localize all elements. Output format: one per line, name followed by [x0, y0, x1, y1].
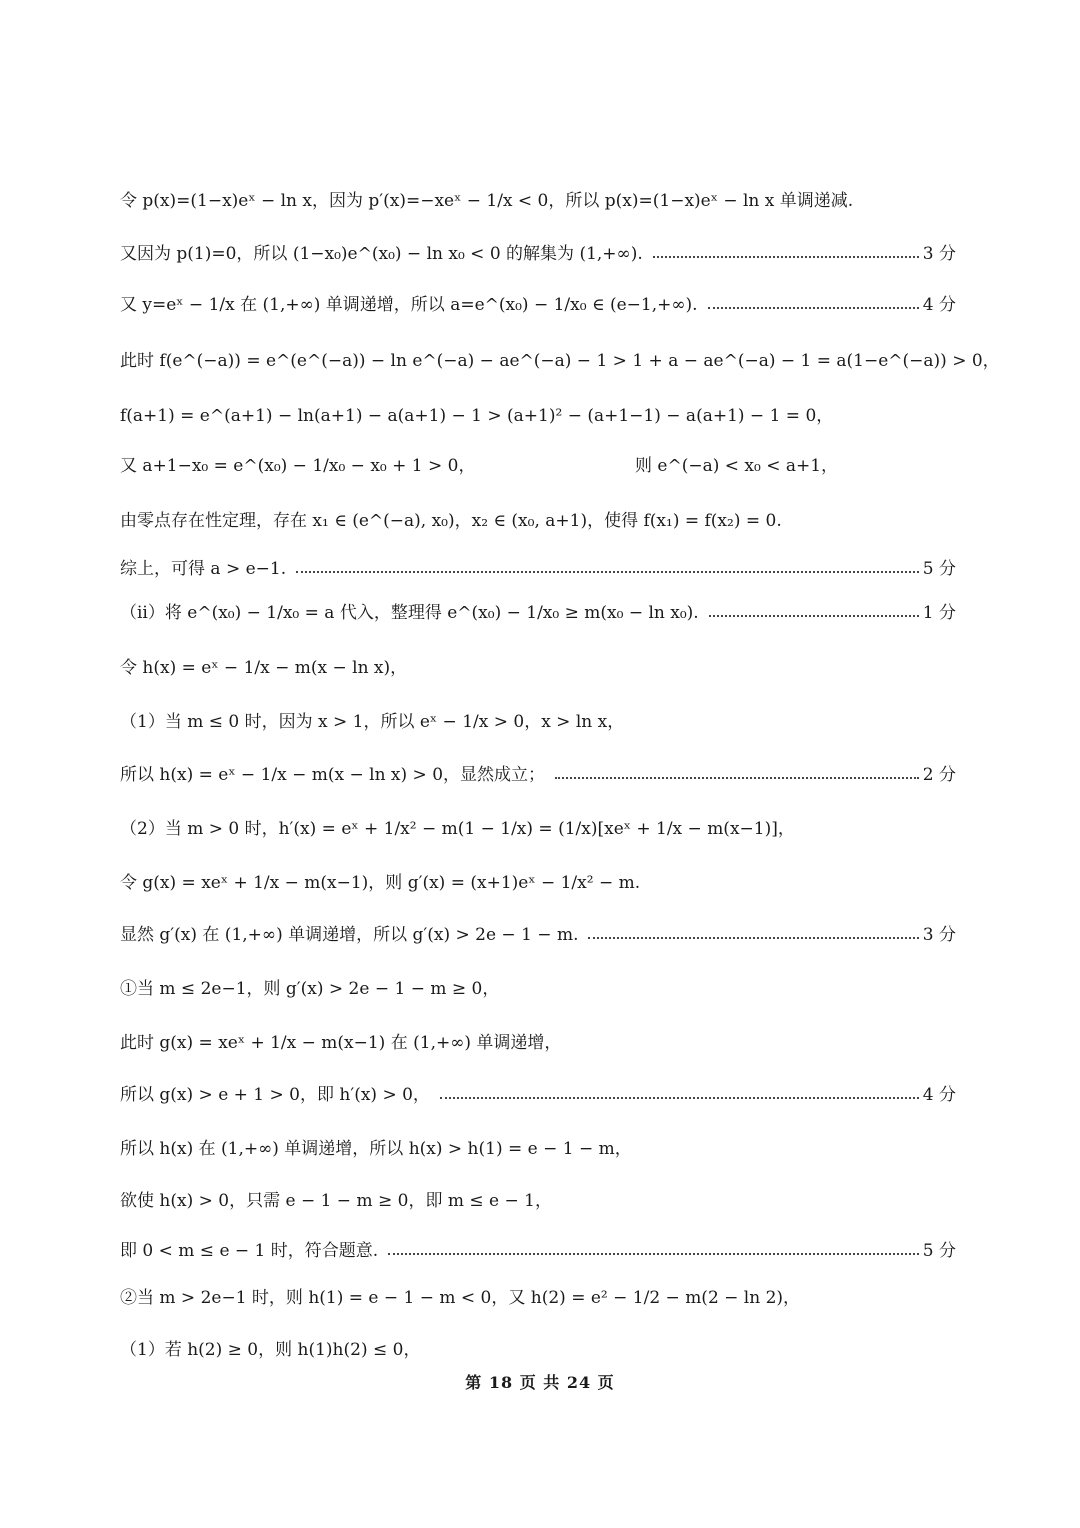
- line-text: 又 a+1−x₀ = e^(x₀) − 1/x₀ − x₀ + 1 > 0，: [120, 455, 476, 476]
- line-text: 此时 g(x) = xeˣ + 1/x − m(x−1) 在 (1,+∞) 单调递增，: [120, 1032, 562, 1053]
- line-text: 令 g(x) = xeˣ + 1/x − m(x−1)，则 g′(x) = (x+1)eˣ − 1/x² − m.: [120, 872, 641, 893]
- solution-line: [120, 1178, 956, 1218]
- line-text: 所以 h(x) = eˣ − 1/x − m(x − ln x) > 0，显然成立；: [120, 764, 546, 785]
- solution-line: [120, 806, 956, 846]
- solution-line: [120, 338, 1000, 378]
- solution-line: [120, 1327, 956, 1367]
- dot-leader: [653, 256, 919, 258]
- solution-line: [120, 1228, 956, 1268]
- line-text: ①当 m ≤ 2e−1，则 g′(x) > 2e − 1 − m ≥ 0，: [120, 978, 500, 999]
- line-text: f(a+1) = e^(a+1) − ln(a+1) − a(a+1) − 1 > (a+1)² − (a+1−1) − a(a+1) − 1 = 0，: [120, 405, 834, 426]
- dot-leader: [388, 1253, 919, 1255]
- solution-line: [120, 966, 956, 1006]
- dot-leader: [708, 307, 919, 309]
- dot-leader: [440, 1097, 919, 1099]
- line-text: 即 0 < m ≤ e − 1 时，符合题意.: [120, 1240, 379, 1261]
- solution-line: [120, 645, 956, 685]
- solution-line: [120, 178, 956, 218]
- score-label: 2 分: [922, 764, 956, 785]
- score-label: 5 分: [922, 1240, 956, 1261]
- line-text: 综上，可得 a > e−1.: [120, 558, 287, 579]
- page-footer: 第 18 页 共 24 页: [465, 1373, 615, 1392]
- solution-line: [120, 912, 956, 952]
- solution-line: [120, 860, 956, 900]
- dot-leader: [588, 937, 918, 939]
- solution-line: [120, 1020, 956, 1060]
- line-text: 令 p(x)=(1−x)eˣ − ln x，因为 p′(x)=−xeˣ − 1/x < 0，所以 p(x)=(1−x)eˣ − ln x 单调递减.: [120, 190, 854, 211]
- line-text: 令 h(x) = eˣ − 1/x − m(x − ln x)，: [120, 657, 408, 678]
- line-text: （2）当 m > 0 时，h′(x) = eˣ + 1/x² − m(1 − 1/x) = (1/x)[xeˣ + 1/x − m(x−1)]，: [120, 818, 795, 839]
- solution-line: [120, 282, 956, 322]
- solution-line: [120, 590, 956, 630]
- line-text: （1）若 h(2) ≥ 0，则 h(1)h(2) ≤ 0，: [120, 1339, 421, 1360]
- line-text: 所以 g(x) > e + 1 > 0，即 h′(x) > 0，: [120, 1084, 430, 1105]
- dot-leader: [296, 571, 919, 573]
- solution-line: [120, 699, 956, 739]
- solution-line: [120, 393, 956, 433]
- solution-line: [120, 443, 956, 483]
- score-label: 4 分: [922, 1084, 956, 1105]
- solution-line: [120, 498, 956, 538]
- line-text: 显然 g′(x) 在 (1,+∞) 单调递增，所以 g′(x) > 2e − 1 − m.: [120, 924, 579, 945]
- line-text: 由零点存在性定理，存在 x₁ ∈ (e^(−a), x₀)，x₂ ∈ (x₀, a+1)，使得 f(x₁) = f(x₂) = 0.: [120, 510, 782, 531]
- solution-line: [120, 231, 956, 271]
- score-label: 3 分: [922, 243, 956, 264]
- line-text: 所以 h(x) 在 (1,+∞) 单调递增，所以 h(x) > h(1) = e − 1 − m，: [120, 1138, 632, 1159]
- line-text: （ii）将 e^(x₀) − 1/x₀ = a 代入，整理得 e^(x₀) − 1/x₀ ≥ m(x₀ − ln x₀).: [120, 602, 699, 623]
- solution-line: [120, 752, 956, 792]
- solution-line: [120, 546, 956, 586]
- line-text: 又因为 p(1)=0，所以 (1−x₀)e^(x₀) − ln x₀ < 0 的解集为 (1,+∞).: [120, 243, 643, 264]
- line-text: （1）当 m ≤ 0 时，因为 x > 1，所以 eˣ − 1/x > 0，x > ln x，: [120, 711, 625, 732]
- score-label: 4 分: [922, 294, 956, 315]
- solution-line: [120, 1126, 956, 1166]
- line-text: 欲使 h(x) > 0，只需 e − 1 − m ≥ 0，即 m ≤ e − 1，: [120, 1190, 552, 1211]
- dot-leader: [709, 615, 919, 617]
- solution-line: [120, 1275, 956, 1315]
- line-text: 又 y=eˣ − 1/x 在 (1,+∞) 单调递增，所以 a=e^(x₀) − 1/x₀ ∈ (e−1,+∞).: [120, 294, 698, 315]
- line-text: 此时 f(e^(−a)) = e^(e^(−a)) − ln e^(−a) − ae^(−a) − 1 > 1 + a − ae^(−a) − 1 = a(1−e^(−a)) > 0，: [120, 350, 1000, 371]
- dot-leader: [555, 777, 919, 779]
- score-label: 3 分: [922, 924, 956, 945]
- score-label: 1 分: [922, 602, 956, 623]
- solution-line: [120, 1072, 956, 1112]
- line-text: ②当 m > 2e−1 时，则 h(1) = e − 1 − m < 0，又 h(2) = e² − 1/2 − m(2 − ln 2)，: [120, 1287, 801, 1308]
- score-label: 5 分: [922, 558, 956, 579]
- line-tail-text: 则 e^(−a) < x₀ < a+1，: [635, 455, 839, 476]
